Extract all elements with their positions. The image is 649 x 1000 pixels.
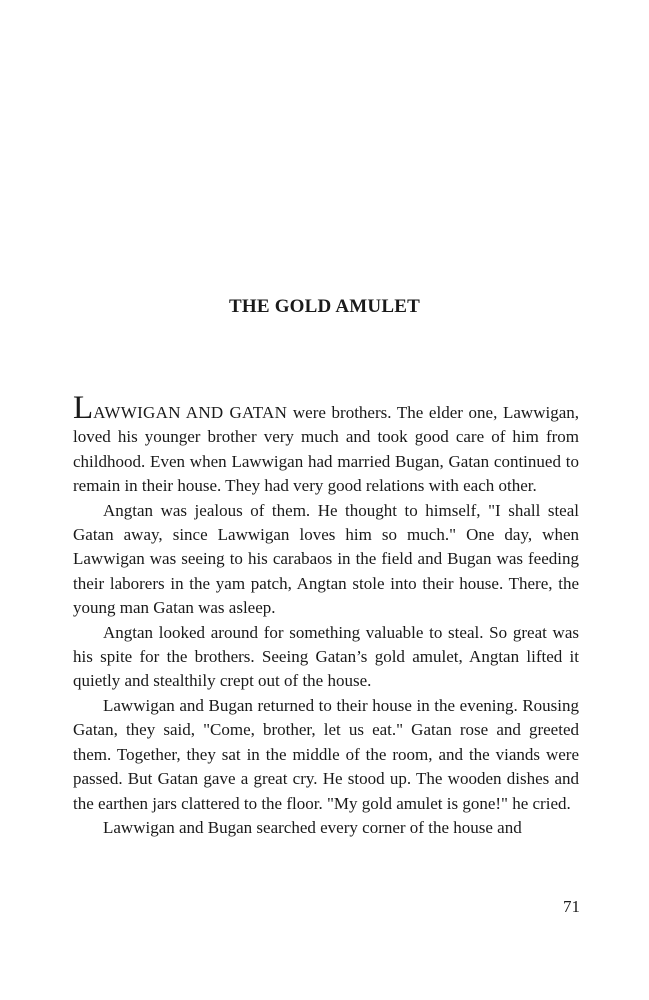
paragraph-4: Lawwigan and Bugan returned to their house in the evening. Rousing Gatan, they said, "Come, brother, let us eat." Gatan rose and greeted them. Together, they sat in the middle of the room, and the viands were passed. But Gatan gave a great cry. He stood up. The wooden dishes and the earthen jars clattered to the floor. "My gold amulet is gone!" he cried. (73, 695, 579, 813)
paragraph-5: Lawwigan and Bugan searched every corner of the house and (103, 817, 522, 837)
page-number: 71 (563, 897, 580, 916)
story-text (73, 390, 579, 840)
opening-small-caps: AWWIGAN AND GATAN (93, 403, 288, 422)
drop-cap: L (73, 390, 94, 426)
paragraph-3: Angtan looked around for something valuable to steal. So great was his spite for the brothers. Seeing Gatan’s gold amulet, Angtan lifted it quietly and stealthily crept out of the house. (73, 622, 579, 691)
paragraph-2: Angtan was jealous of them. He thought to himself, "I shall steal Gatan away, since Lawwigan loves him so much." One day, when Lawwigan was seeing to his carabaos in the field and Bugan was feeding their laborers in the yam patch, Angtan stole into their house. There, the young man Gatan was asleep. (73, 500, 579, 618)
chapter-title: THE GOLD AMULET (229, 296, 420, 317)
paragraph-1 (73, 390, 579, 499)
paragraph-1-text: were brothers. The elder one, Lawwigan, loved his younger brother very much and took good care of him from childhood. Even when Lawwigan had married Bugan, Gatan continued to remain in their house. They had very good relations with each other. (73, 403, 579, 496)
